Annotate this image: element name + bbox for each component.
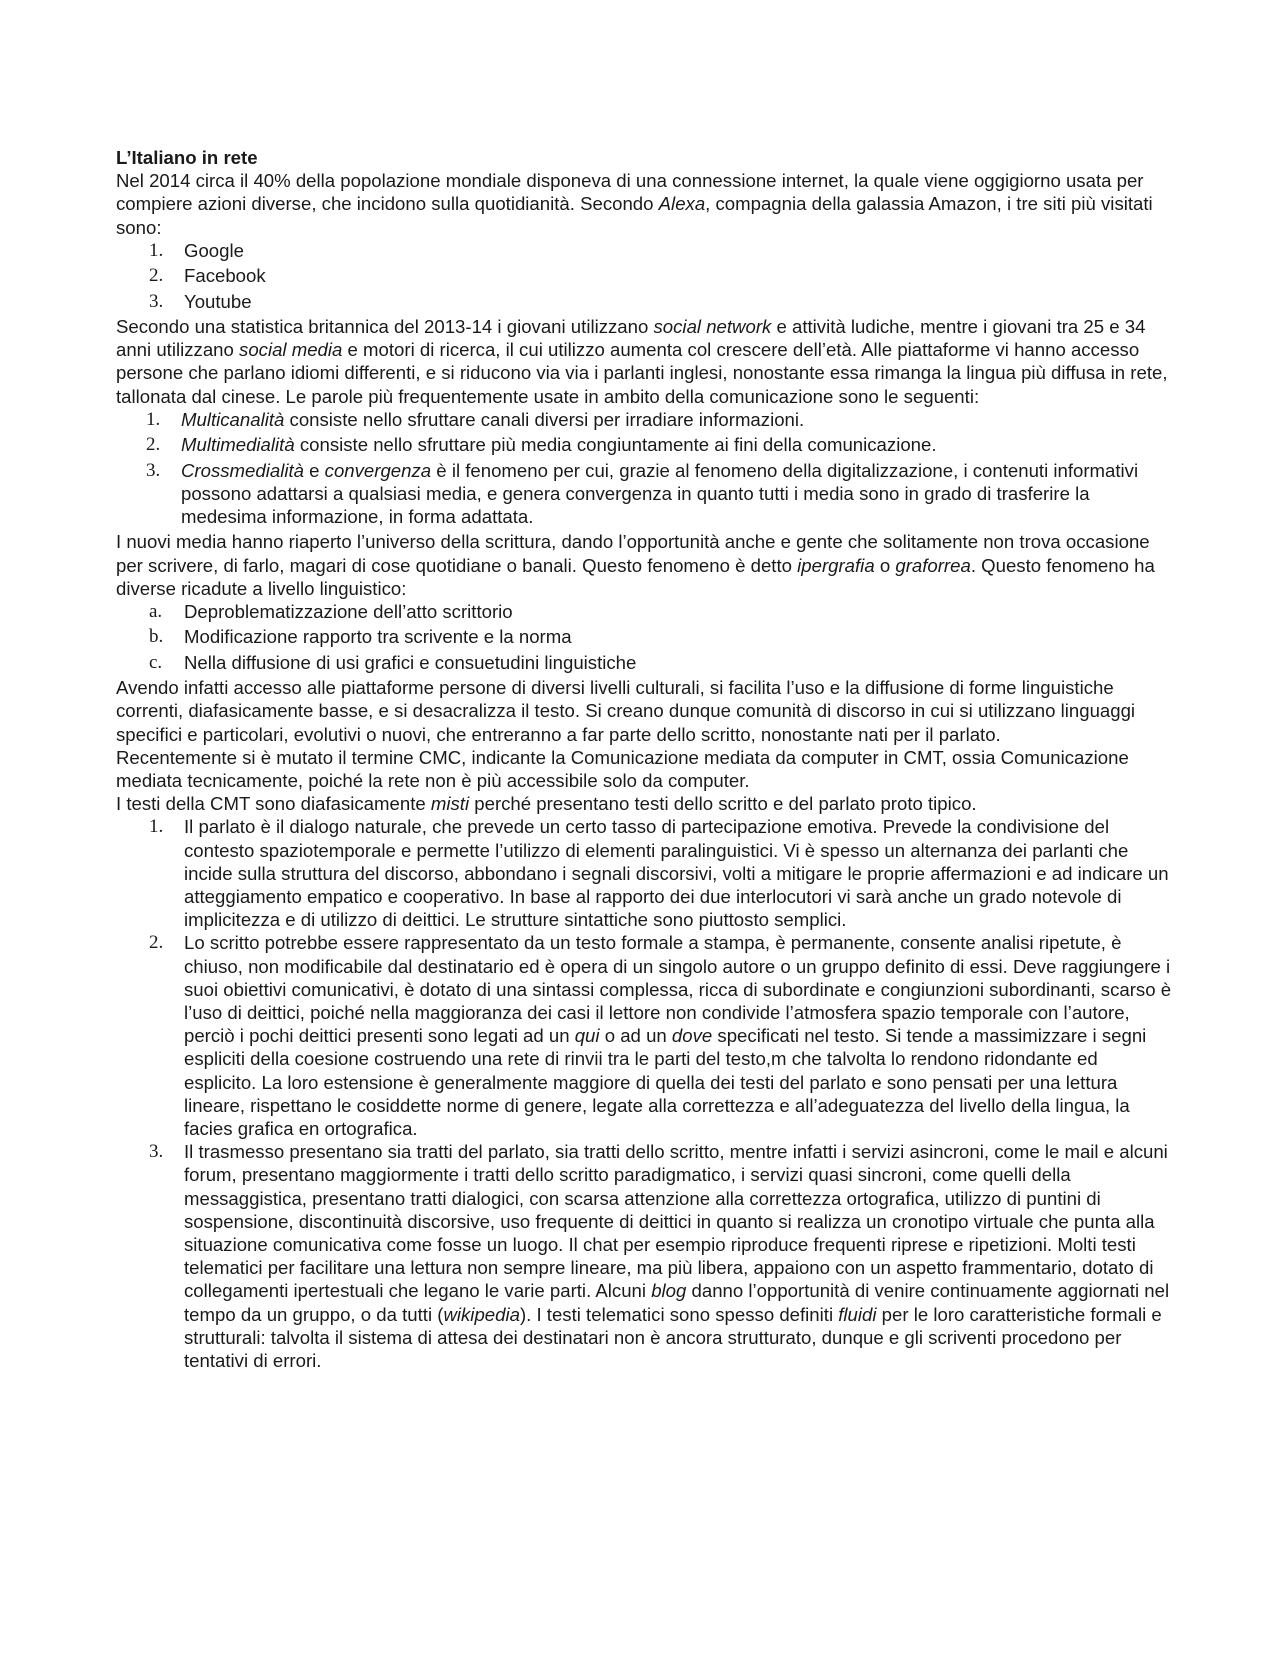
sites-list — [116, 239, 1174, 313]
list-marker: 2. — [149, 265, 164, 287]
emphasis-fluidi: fluidi — [838, 1303, 877, 1325]
emphasis-social-network: social network — [653, 315, 772, 337]
list-item — [116, 625, 1174, 648]
terms-list — [116, 408, 1174, 528]
text-types-list — [116, 815, 1174, 1372]
list-item-text: ). I testi telematici sono spesso definiti — [519, 1303, 839, 1325]
list-item-text: o ad un — [599, 1025, 672, 1047]
list-item — [116, 1140, 1174, 1372]
paragraph-text: e motori di ricerca, il cui utilizzo aumenta col crescere dell’età. Alle piattaforme vi hanno accesso persone che parlano idiomi differenti, e si riducono via via i parlanti inglesi, nonostante essa rimanga la lingua più diffusa in rete, tallonata dal cinese. Le parole più frequentemente usate in ambito della comunicazione sono le seguenti: — [116, 339, 1168, 407]
term-definition: consiste nello sfruttare più media congiuntamente ai fini della comunicazione. — [294, 434, 937, 456]
list-item-text: Il trasmesso presentano sia tratti del parlato, sia tratti dello scritto, mentre infatti i servizi asincroni, come le mail e alcuni forum, presentano maggiormente i tratti dello scritto paradigmatico, i servizi quasi sincroni, come quelli della messaggistica, presentano tratti dialogici, con scarsa attenzione alla correttezza ortografica, utilizzo di puntini di sospensione, discontinuità discorsive, uso frequente di deittici in quanto si realizza un cronotipo virtuale che punta alla situazione comunicativa come fosse un luogo. Il chat per esempio riproduce frequenti riprese e ripetizioni. Molti testi telematici per facilitare una lettura non sempre lineare, ma più libera, appaiono con un aspetto frammentario, dotato di collegamenti ipertestuali che legano le varie parti. Alcuni — [184, 1141, 1168, 1302]
list-marker: 1. — [149, 239, 164, 261]
list-marker: 1. — [146, 408, 161, 430]
list-item-text: danno l’opportunità di venire continuamente aggiornati nel tempo da un gruppo, o da tutti ( — [184, 1280, 1170, 1325]
list-item — [116, 459, 1174, 529]
list-item-text: specificati nel testo. Si tende a massimizzare i segni espliciti della coesione costruendo una rete di rinvii tra le parti del testo,m che talvolta lo rendono ridondante ed esplicito. La loro estensione è generalmente maggiore di quella dei testi del parlato e sono pensati per una lettura lineare, rispettano le cosiddette norme di genere, legate alla correttezza e all’adeguatezza del livello della lingua, la facies grafica en ortografica. — [184, 1025, 1147, 1140]
list-item-label: Modificazione rapporto tra scrivente e la norma — [184, 626, 572, 648]
paragraph-text: o — [874, 554, 896, 576]
paragraph-text: Secondo una statistica britannica del 2013-14 i giovani utilizzano — [116, 315, 654, 337]
list-marker: 2. — [149, 932, 164, 954]
paragraph-cmc: Recentemente si è mutato il termine CMC, indicante la Comunicazione mediata da computer in CMT, ossia Comunicazione mediata tecnicamente, poiché la rete non è più accessibile solo da computer. — [116, 746, 1129, 791]
emphasis-misti: misti — [430, 793, 470, 815]
term-multimedialita: Multimedialità — [181, 434, 295, 456]
document-page — [116, 146, 1174, 1372]
list-item — [116, 433, 1174, 456]
list-marker: c. — [149, 651, 163, 673]
list-item — [116, 600, 1174, 623]
paragraph-text: I testi della CMT sono diafasicamente — [116, 793, 431, 815]
emphasis-alexa: Alexa — [658, 193, 706, 215]
paragraph-statistics — [116, 315, 1174, 408]
document-title: L’Italiano in rete — [116, 147, 258, 168]
paragraph-new-media — [116, 530, 1174, 600]
list-item-label: Facebook — [184, 265, 266, 287]
emphasis-social-media: social media — [239, 339, 343, 361]
emphasis-qui: qui — [574, 1025, 600, 1047]
paragraph-text: e attività ludiche, mentre i giovani tra 25 e 34 anni utilizzano — [116, 315, 1146, 361]
paragraph-text: perché presentano testi dello scritto e del parlato proto tipico. — [469, 793, 977, 815]
list-marker: a. — [149, 600, 163, 622]
effects-list — [116, 600, 1174, 674]
list-item-text: Il parlato è il dialogo naturale, che prevede un certo tasso di partecipazione emotiva. Prevede la condivisione del contesto spaziotemporale e permette l’utilizzo di elementi paralinguistici. Vi è spesso un alternanza dei parlanti che incide sulla struttura del discorso, abbondano i segnali discorsivi, volti a mitigare le proprie affermazioni e ad indicare un atteggiamento empatico e cooperativo. In base al rapporto dei due interlocutori vi sarà anche un grado notevole di implicitezza e di utilizzo di deittici. Le strutture sintattiche sono piuttosto semplici. — [184, 816, 1169, 931]
list-item-text: Lo scritto potrebbe essere rappresentato da un testo formale a stampa, è permanente, consente analisi ripetute, è chiuso, non modificabile dal destinatario ed è opera di un singolo autore o un gruppo definito di essi. Deve raggiungere i suoi obiettivi comunicativi, è dotato di una sintassi complessa, ricca di subordinate e congiunzioni subordinanti, scarso è l’uso di deittici, poiché nella maggioranza dei casi il lettore non condivide l’atmosfera spazio temporale con l’autore, perciò i pochi deittici presenti sono legati ad un — [184, 932, 1172, 1047]
paragraph-text: . Questo fenomeno ha diverse ricadute a livello linguistico: — [116, 554, 1155, 599]
list-item-text: per le loro caratteristiche formali e strutturali: talvolta il sistema di attesa dei destinatari non è ancora strutturato, dunque e gli scriventi procedono per tentativi di errori. — [184, 1303, 1162, 1372]
term-definition: consiste nello sfruttare canali diversi per irradiare informazioni. — [284, 408, 805, 430]
term-convergenza: convergenza — [324, 459, 432, 481]
list-marker: 3. — [146, 459, 161, 481]
paragraph-platforms: Avendo infatti accesso alle piattaforme persone di diversi livelli culturali, si facilita l’uso e la diffusione di forme linguistiche correnti, diafasicamente basse, e si desacralizza il testo. Si creano dunque comunità di discorso in cui si utilizzano linguaggi specifici e particolari, evolutivi o nuovi, che entreranno a far parte dello scritto, nonostante nati per il parlato. — [116, 677, 1136, 745]
list-marker: b. — [149, 626, 164, 648]
term-connector: e — [303, 459, 325, 481]
paragraph-text: Nel 2014 circa il 40% della popolazione mondiale disponeva di una connessione internet, la quale viene oggigiorno usata per compiere azioni diverse, che incidono sulla quotidianità. Secondo — [116, 170, 1144, 215]
list-item-label: Deproblematizzazione dell’atto scrittorio — [184, 600, 513, 622]
list-item — [116, 239, 1174, 262]
list-item — [116, 815, 1174, 931]
emphasis-wikipedia: wikipedia — [443, 1303, 520, 1325]
list-marker: 2. — [146, 434, 161, 456]
list-item-label: Youtube — [184, 290, 252, 312]
list-item — [116, 408, 1174, 431]
list-item — [116, 651, 1174, 674]
paragraph-cmt — [116, 792, 1174, 815]
term-crossmedialita: Crossmedialità — [181, 459, 304, 481]
emphasis-blog: blog — [651, 1280, 687, 1302]
list-marker: 3. — [149, 1141, 164, 1163]
emphasis-graforrea: graforrea — [895, 554, 971, 576]
list-item — [116, 290, 1174, 313]
list-item — [116, 264, 1174, 287]
emphasis-dove: dove — [671, 1025, 713, 1047]
term-definition: è il fenomeno per cui, grazie al fenomeno della digitalizzazione, i contenuti informativi possono adattarsi a qualsiasi media, e genera convergenza in quanto tutti i media sono in grado di trasferire la medesima informazione, in forma adattata. — [181, 459, 1139, 527]
list-item-label: Google — [184, 239, 244, 261]
term-multicanalita: Multicanalità — [181, 408, 285, 430]
list-marker: 3. — [149, 290, 164, 312]
emphasis-ipergrafia: ipergrafia — [797, 554, 875, 576]
paragraph-intro — [116, 169, 1174, 239]
paragraph-text: , compagnia della galassia Amazon, i tre siti più visitati sono: — [116, 193, 1153, 238]
list-item-label: Nella diffusione di usi grafici e consuetudini linguistiche — [184, 651, 637, 673]
paragraph-text: I nuovi media hanno riaperto l’universo della scrittura, dando l’opportunità anche e gente che solitamente non trova occasione per scrivere, di farlo, magari di cose quotidiane o banali. Questo fenomeno è detto — [116, 531, 1150, 576]
list-marker: 1. — [149, 816, 164, 838]
list-item — [116, 931, 1174, 1140]
